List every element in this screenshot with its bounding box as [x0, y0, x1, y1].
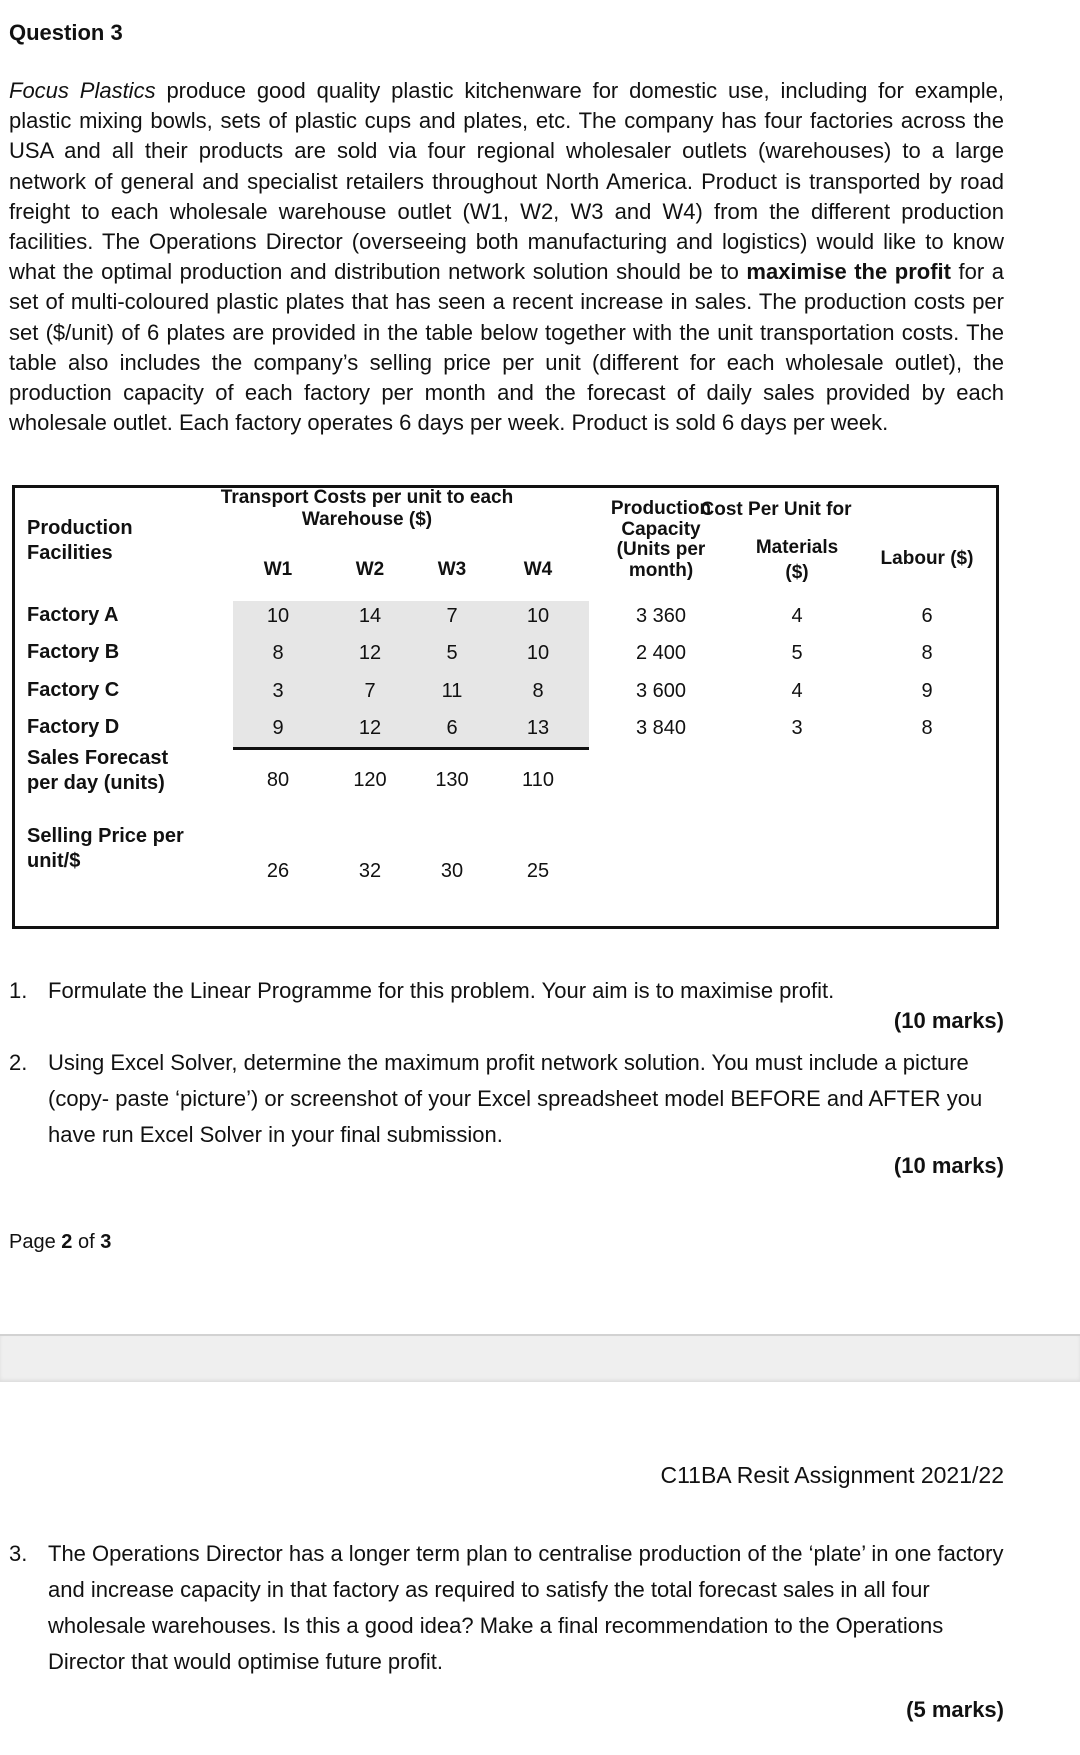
- sales-forecast-cell: 110: [522, 769, 554, 791]
- capacity-cell: 3 360: [635, 605, 687, 627]
- transport-cost-cell: 8: [532, 680, 544, 702]
- materials-cost-cell: 3: [791, 717, 803, 739]
- header-cost-per-unit: Cost Per Unit for: [700, 499, 852, 520]
- labour-cost-cell: 8: [921, 717, 933, 739]
- selling-price-cell: 25: [526, 860, 550, 882]
- capacity-cell: 3 600: [635, 680, 687, 702]
- page-separator: [0, 1334, 1080, 1382]
- company-name: Focus Plastics: [9, 78, 156, 103]
- transport-cost-cell: 12: [358, 717, 382, 739]
- warehouse-header-w2: W2: [355, 559, 385, 580]
- materials-cost-cell: 4: [791, 680, 803, 702]
- transport-cost-cell: 10: [526, 605, 550, 627]
- sales-forecast-label: Sales Forecast per day (units): [27, 747, 169, 794]
- question-number: 3.: [9, 1541, 28, 1566]
- capacity-cell: 2 400: [635, 642, 687, 664]
- header-capacity: Production Capacity (Units per month): [610, 498, 712, 581]
- header-labour: Labour ($): [880, 548, 974, 569]
- labour-cost-cell: 8: [921, 642, 933, 664]
- materials-cost-cell: 4: [791, 605, 803, 627]
- warehouse-header-w3: W3: [437, 559, 467, 580]
- question-marks: (5 marks): [906, 1697, 1004, 1722]
- page-total: 3: [100, 1231, 112, 1253]
- warehouse-header-w1: W1: [263, 559, 293, 580]
- transport-cost-cell: 13: [526, 717, 550, 739]
- page-prefix: Page: [9, 1231, 62, 1253]
- next-page-header: C11BA Resit Assignment 2021/22: [660, 1462, 1004, 1488]
- transport-cost-cell: 12: [358, 642, 382, 664]
- intro-paragraph: [9, 76, 1004, 438]
- sales-forecast-cell: 130: [435, 769, 469, 791]
- factory-label: Factory B: [27, 641, 120, 663]
- question-number: 2.: [9, 1050, 28, 1075]
- header-facilities: Production Facilities: [27, 517, 133, 564]
- factory-label: Factory A: [27, 604, 119, 626]
- page-number: [9, 1231, 111, 1254]
- transport-cost-cell: 10: [526, 642, 550, 664]
- transport-cost-cell: 14: [358, 605, 382, 627]
- transport-cost-cell: 6: [446, 717, 458, 739]
- sales-forecast-cell: 80: [266, 769, 290, 791]
- selling-price-cell: 26: [266, 860, 290, 882]
- intro-text-b: for a set of multi-coloured plastic plates that has seen a recent increase in sales. The production costs per set ($/unit) of 6 plates are provided in the table below together with the unit transportation costs. The table also includes the company’s selling price per unit (different for each wholesale outlet), the production capacity of each factory per month and the forecast of daily sales provided by each wholesale outlet. Each factory operates 6 days per week. Product is sold 6 days per week.: [9, 259, 1005, 436]
- sales-forecast-cell: 120: [353, 769, 387, 791]
- transport-cost-cell: 3: [272, 680, 284, 702]
- intro-emphasis: maximise the profit: [746, 259, 951, 285]
- transport-cost-cell: 9: [272, 717, 284, 739]
- labour-cost-cell: 9: [921, 680, 933, 702]
- transport-cost-cell: 5: [446, 642, 458, 664]
- header-materials: Materials ($): [755, 537, 839, 583]
- intro-text-a: produce good quality plastic kitchenware for domestic use, including for example, plastic mixing bowls, sets of plastic cups and plates, etc. The company has four factories across the USA and all their products are sold via four regional wholesaler outlets (warehouses) to a large network of general and specialist retailers throughout North America. Product is transported by road freight to each wholesale warehouse outlet (W1, W2, W3 and W4) from the different production facilities. The Operations Director (overseeing both manufacturing and logistics) would like to know what the optimal production and distribution network solution should be to: [9, 78, 1004, 285]
- transport-cost-cell: 7: [364, 680, 376, 702]
- question-marks: (10 marks): [893, 1153, 1004, 1178]
- transport-cost-cell: 11: [441, 680, 463, 702]
- question-text: The Operations Director has a longer term plan to centralise production of the ‘plate’ in one factory and increase capacity in that factory as required to satisfy the total forecast sales in all four wholesale warehouses. Is this a good idea? Make a final recommendation to the Operations Director that would optimise future profit.: [48, 1541, 1004, 1674]
- materials-cost-cell: 5: [791, 642, 803, 664]
- transport-cost-cell: 8: [272, 642, 284, 664]
- data-table: [12, 485, 999, 929]
- question-marks: (10 marks): [893, 1008, 1004, 1033]
- transport-cost-cell: 10: [266, 605, 290, 627]
- question-text: Formulate the Linear Programme for this problem. Your aim is to maximise profit.: [48, 978, 835, 1003]
- question-text: Using Excel Solver, determine the maximum profit network solution. You must include a picture (copy- paste ‘picture’) or screenshot of your Excel spreadsheet model BEFORE and AFTER you have run Excel Solver in your final submission.: [48, 1050, 983, 1147]
- question-number: 1.: [9, 978, 28, 1003]
- capacity-cell: 3 840: [635, 717, 687, 739]
- question-title: Question 3: [9, 20, 123, 45]
- factory-label: Factory D: [27, 716, 120, 738]
- header-transport: Transport Costs per unit to each Warehouse ($): [220, 487, 514, 530]
- page-current: 2: [61, 1231, 73, 1253]
- selling-price-cell: 30: [440, 860, 464, 882]
- selling-price-cell: 32: [358, 860, 382, 882]
- labour-cost-cell: 6: [921, 605, 933, 627]
- selling-price-label: Selling Price per unit/$: [27, 825, 184, 872]
- transport-cost-cell: 7: [446, 605, 458, 627]
- warehouse-header-w4: W4: [523, 559, 553, 580]
- page-mid: of: [72, 1231, 101, 1253]
- factory-label: Factory C: [27, 679, 120, 701]
